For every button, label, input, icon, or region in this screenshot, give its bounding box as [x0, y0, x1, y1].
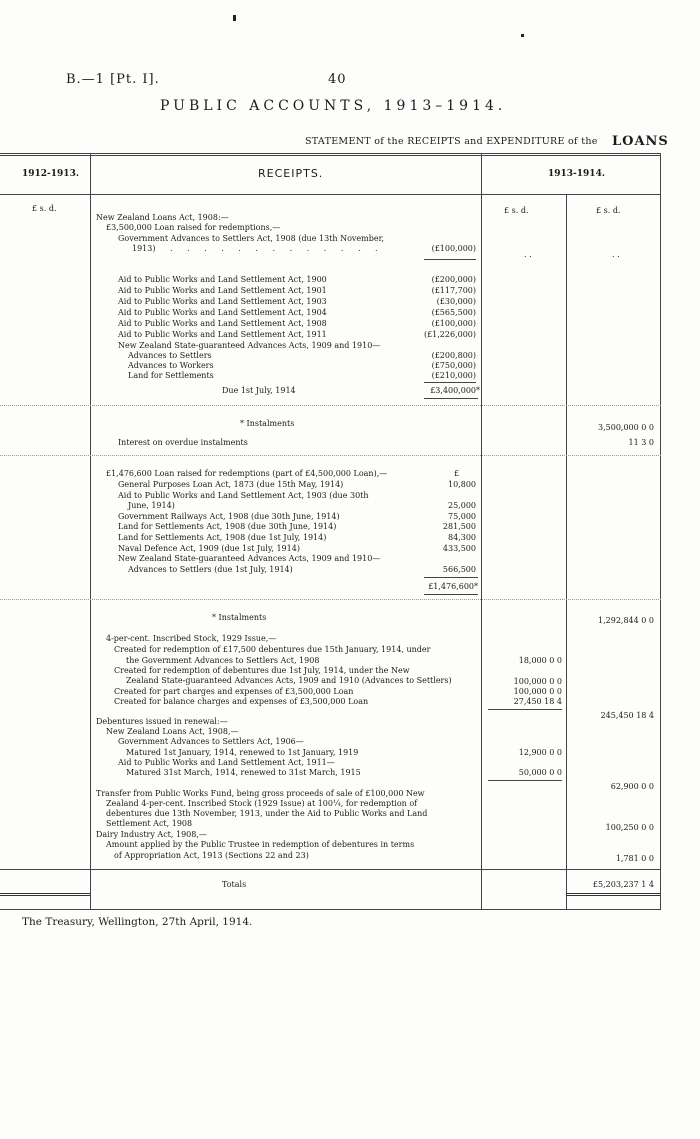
sec2-rule — [424, 577, 478, 578]
dotted-sep-1 — [0, 405, 661, 406]
col-header-receipts: RECEIPTS. — [258, 167, 324, 180]
stock-total: 245,450 18 4 — [600, 711, 654, 720]
sec2-rule-bottom — [424, 594, 478, 595]
gov-advances-1906: Government Advances to Settlers Act, 1906— — [118, 737, 304, 746]
footer-signature-line: The Treasury, Wellington, 27th April, 1914. — [22, 916, 253, 928]
statement-heading-loans: LOANS — [612, 134, 669, 149]
renewal-total: 62,900 0 0 — [610, 782, 654, 791]
gov-advances-line1: Government Advances to Settlers Act, 1908 (due 13th November, — [118, 234, 385, 243]
stock-line-5: Created for part charges and expenses of £3,500,000 Loan — [114, 687, 354, 696]
col-divider-left — [90, 154, 91, 910]
transfer-line-1: Transfer from Public Works Fund, being gross proceeds of sale of £100,000 New — [96, 789, 425, 798]
statement-heading: STATEMENT of the RECEIPTS and EXPENDITURE of the — [305, 136, 598, 147]
col-divider-mid — [481, 154, 482, 910]
dotted-sep-3 — [0, 599, 661, 600]
totals-top-rule — [0, 869, 661, 870]
sec2-line-text: Advances to Settlers (due 1st July, 1914) — [128, 564, 293, 574]
sec2-line-text: Land for Settlements Act, 1908 (due 1st July, 1914) — [118, 533, 327, 542]
dairy-line-2: Amount applied by the Public Trustee in redemption of debentures in terms — [106, 840, 415, 849]
sec2-line-text: June, 1914) — [128, 501, 175, 511]
stock-line-1: Created for redemption of £17,500 debentures due 15th January, 1914, under — [114, 645, 431, 654]
due-july-1914: Due 1st July, 1914 — [222, 386, 296, 395]
aid-act-line-value: (£117,700) — [431, 286, 476, 295]
aid-act-line-value: (£100,000) — [431, 319, 476, 328]
aid-act-line-text: Aid to Public Works and Land Settlement Act, 1911 — [118, 330, 327, 339]
aid-act-line-value: (£1,226,000) — [423, 330, 476, 339]
sec2-line-text: Naval Defence Act, 1909 (due 1st July, 1914) — [118, 543, 300, 553]
stock-line-2: the Government Advances to Settlers Act, 1908 — [126, 656, 320, 665]
stock-value-1: 18,000 0 0 — [518, 656, 562, 665]
sec2-line-value: 25,000 — [448, 501, 476, 511]
nz-loans-act-2: New Zealand Loans Act, 1908,— — [106, 727, 239, 736]
advance-line-value: (£750,000) — [431, 361, 476, 370]
page-number: 40 — [328, 72, 347, 87]
sec2-line-text: Aid to Public Works and Land Settlement Act, 1903 (due 30th — [118, 490, 369, 500]
sec2-line-text: General Purposes Loan Act, 1873 (due 15th May, 1914) — [118, 480, 344, 489]
totals-label: Totals — [222, 880, 247, 889]
inscribed-stock-head: 4-per-cent. Inscribed Stock, 1929 Issue,— — [106, 634, 277, 643]
sec2-total: £1,476,600* — [428, 582, 478, 591]
subtotal-rule — [424, 259, 476, 260]
sec2-line-text: Government Railways Act, 1908 (due 30th June, 1914) — [118, 511, 340, 521]
aid-1911: Aid to Public Works and Land Settlement Act, 1911— — [118, 758, 335, 767]
aid-act-line-text: Aid to Public Works and Land Settlement Act, 1903 — [118, 297, 327, 306]
advance-line-text: Land for Settlements — [128, 371, 214, 380]
scan-speck — [233, 15, 236, 21]
loan-3500000: £3,500,000 Loan raised for redemptions,— — [106, 223, 281, 232]
units-left: £ s. d. — [32, 204, 57, 213]
aid-act-line-text: Aid to Public Works and Land Settlement Act, 1904 — [118, 308, 327, 317]
totals-double-rule-left — [0, 893, 90, 896]
transfer-line-4: Settlement Act, 1908 — [106, 819, 193, 828]
col-divider-edge — [660, 154, 661, 910]
stock-line-3: Created for redemption of debentures due 1st July, 1914, under the New — [114, 666, 410, 675]
pound-sign: £ — [454, 469, 460, 478]
matured-mar: Matured 31st March, 1914, renewed to 31st March, 1915 — [126, 768, 361, 777]
header-bottom-rule — [0, 194, 661, 195]
renewal-rule — [488, 780, 562, 781]
instalments-label-2: * Instalments — [212, 613, 267, 622]
nz-loans-act: New Zealand Loans Act, 1908:— — [96, 213, 229, 222]
advance-line-text: Advances to Settlers — [128, 351, 212, 360]
document-reference: B.—1 [Pt. I]. — [66, 72, 160, 87]
sec2-line-text: New Zealand State-guaranteed Advances Acts, 1909 and 1910— — [118, 554, 381, 564]
dairy-value: 1,781 0 0 — [615, 854, 654, 863]
aid-act-line-text: Aid to Public Works and Land Settlement Act, 1908 — [118, 319, 327, 328]
col-divider-right — [566, 194, 567, 910]
transfer-line-3: debentures due 13th November, 1913, under the Aid to Public Works and Land — [106, 809, 428, 818]
instalments-value: 3,500,000 0 0 — [598, 423, 654, 432]
advance-line-value: (£210,000) — [431, 371, 476, 380]
units-mid: £ s. d. — [504, 206, 529, 215]
page-title: PUBLIC ACCOUNTS, 1913–1914. — [160, 98, 507, 114]
aid-act-line-value: (£200,000) — [431, 275, 476, 284]
dairy-act: Dairy Industry Act, 1908,— — [96, 830, 207, 839]
dash-mid: . . — [524, 250, 532, 259]
col-header-1913: 1913-1914. — [548, 169, 605, 179]
transfer-value: 100,250 0 0 — [605, 823, 654, 832]
stock-rule — [488, 709, 562, 710]
stock-line-6: Created for balance charges and expenses of £3,500,000 Loan — [114, 697, 369, 706]
state-guaranteed-acts: New Zealand State-guaranteed Advances Acts, 1909 and 1910— — [118, 341, 381, 350]
totals-value: £5,203,237 1 4 — [592, 880, 654, 889]
transfer-line-2: Zealand 4-per-cent. Inscribed Stock (1929 Issue) at 100¼, for redemption of — [106, 799, 418, 808]
stock-value-4: 27,450 18 4 — [513, 697, 562, 706]
stock-value-3: 100,000 0 0 — [513, 687, 562, 696]
table-bottom-rule — [0, 909, 661, 910]
gov-advances-value: (£100,000) — [431, 244, 476, 253]
instalments-label: * Instalments — [240, 419, 295, 428]
due-rule-bottom — [424, 398, 478, 399]
instalments-value-2: 1,292,844 0 0 — [598, 616, 654, 625]
table-top-rule-2 — [0, 155, 661, 156]
gov-advances-line2: 1913) — [132, 244, 156, 253]
sec2-line-value: 433,500 — [442, 543, 476, 553]
scan-speck — [521, 34, 524, 37]
due-rule — [424, 382, 476, 383]
aid-act-line-text: Aid to Public Works and Land Settlement Act, 1900 — [118, 275, 327, 284]
advance-line-text: Advances to Workers — [128, 361, 214, 370]
interest-overdue-label: Interest on overdue instalments — [118, 438, 248, 447]
aid-act-line-text: Aid to Public Works and Land Settlement Act, 1901 — [118, 286, 327, 295]
sec2-line-value: 84,300 — [448, 533, 476, 542]
dotted-sep-2 — [0, 455, 661, 456]
dairy-line-3: of Appropriation Act, 1913 (Sections 22 and 23) — [114, 851, 309, 860]
loan-1476600: £1,476,600 Loan raised for redemptions (part of £4,500,000 Loan),— — [106, 469, 388, 478]
totals-double-rule — [566, 893, 660, 896]
interest-overdue-value: 11 3 0 — [628, 438, 654, 447]
matured-mar-value: 50,000 0 0 — [518, 768, 562, 777]
sec2-line-value: 75,000 — [448, 511, 476, 521]
col-header-1912: 1912-1913. — [22, 169, 79, 179]
sec2-line-value: 566,500 — [442, 564, 476, 574]
sec2-line-text: Land for Settlements Act, 1908 (due 30th June, 1914) — [118, 522, 337, 532]
aid-act-line-value: (£565,500) — [431, 308, 476, 317]
table-top-rule — [0, 153, 661, 154]
advance-line-value: (£200,800) — [431, 351, 476, 360]
sec2-line-value: 281,500 — [442, 522, 476, 532]
units-right: £ s. d. — [596, 206, 621, 215]
aid-act-line-value: (£30,000) — [436, 297, 476, 306]
due-july-value: £3,400,000* — [430, 386, 480, 395]
stock-value-2: 100,000 0 0 — [513, 677, 562, 686]
debentures-renewal: Debentures issued in renewal:— — [96, 717, 228, 726]
leader-dots: . . . . . . . . . . . . . — [170, 244, 384, 253]
matured-jan: Matured 1st January, 1914, renewed to 1st January, 1919 — [126, 748, 359, 757]
sec2-line-value: 10,800 — [448, 480, 476, 489]
stock-line-4: Zealand State-guaranteed Advances Acts, 1909 and 1910 (Advances to Settlers) — [126, 676, 452, 685]
dash-right: . . — [612, 250, 620, 259]
matured-jan-value: 12,900 0 0 — [518, 748, 562, 757]
